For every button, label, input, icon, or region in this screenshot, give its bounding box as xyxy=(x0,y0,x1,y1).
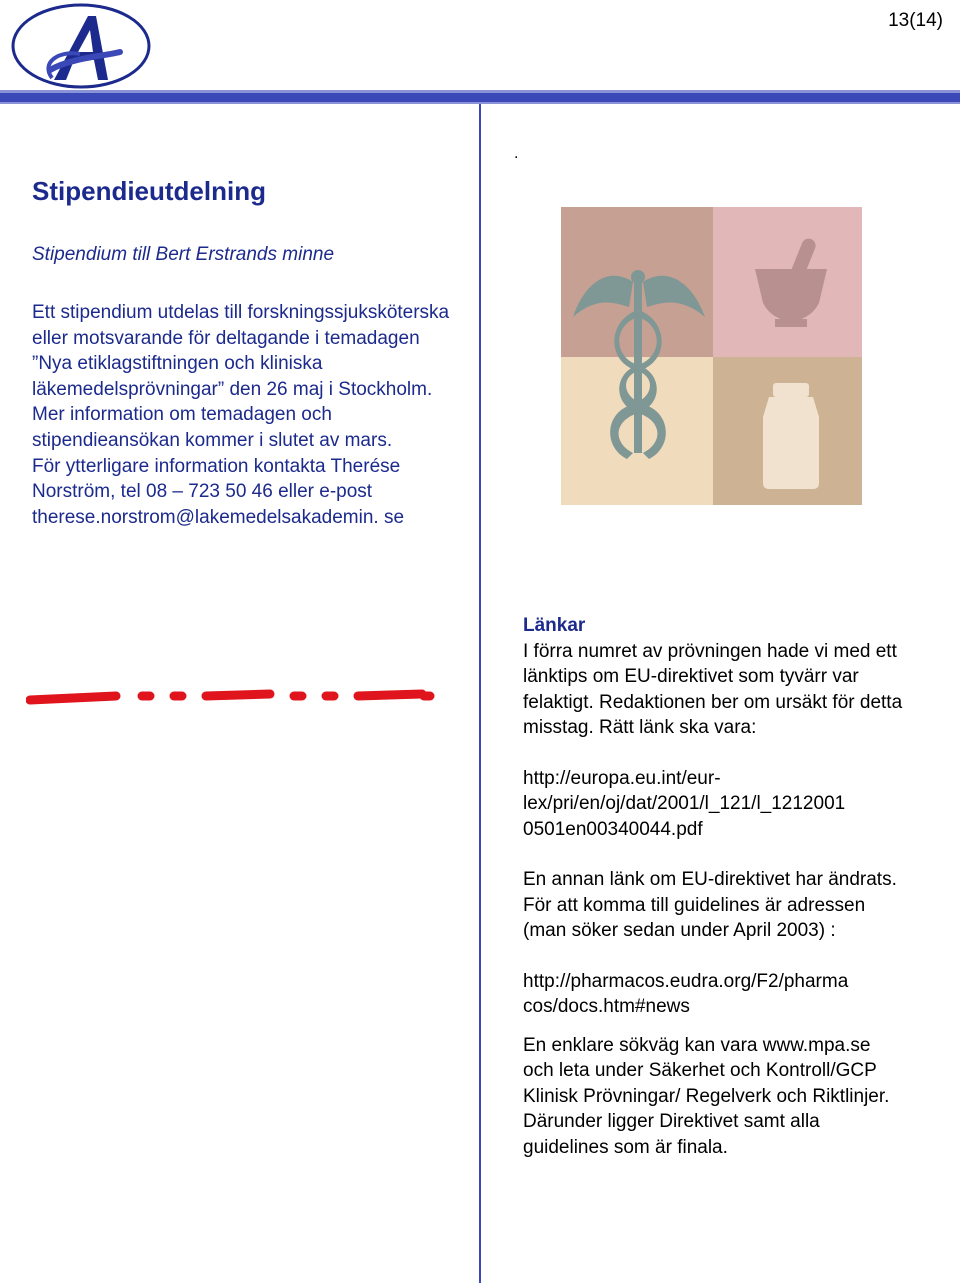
eu-directive-link-line: http://europa.eu.int/eur- xyxy=(523,767,721,789)
header-rule xyxy=(0,90,960,104)
scholarship-heading: Stipendieutdelning xyxy=(32,176,266,206)
scholarship-subtitle: Stipendium till Bert Erstrands minne xyxy=(32,244,335,265)
eu-directive-link[interactable] xyxy=(523,766,903,843)
eu-directive-link-line: lex/pri/en/oj/dat/2001/l_121/l_1212001 xyxy=(523,793,846,814)
pharmacy-artwork xyxy=(561,207,862,505)
eu-directive-link-line: 0501en00340044.pdf xyxy=(523,818,703,840)
correction-notice: I förra numret av prövningen hade vi med ett länktips om EU-direktivet som tyvärr var felaktigt. Redaktionen ber om ursäkt för detta misstag. Rätt länk ska vara: xyxy=(523,640,903,738)
stray-mark: . xyxy=(514,145,519,162)
scholarship-contact: För ytterligare information kontakta Therése Norström, tel 08 – 723 50 46 eller e-post therese.norstrom@lakemedelsakademin. se xyxy=(32,455,405,528)
left-column xyxy=(32,172,457,530)
links-heading: Länkar xyxy=(523,615,586,636)
guidelines-notice: En annan länk om EU-direktivet har ändrats. För att komma till guidelines är adressen (man söker sedan under April 2003) : xyxy=(523,869,897,941)
pharmacos-link-line: cos/docs.htm#news xyxy=(523,996,690,1017)
logo-letter-a-icon xyxy=(48,16,120,80)
medicine-jar-icon xyxy=(763,383,819,489)
mpa-search-tip: En enklare sökväg kan vara www.mpa.se och leta under Säkerhet och Kontroll/GCP Klinisk Prövningar/ Regelverk och Riktlinjer. Därunder ligger Direktivet samt alla guidelines som är finala. xyxy=(523,1034,890,1158)
pharmacos-link[interactable] xyxy=(523,969,903,1020)
academy-logo xyxy=(10,2,152,90)
scholarship-paragraph: Ett stipendium utdelas till forskningssjuksköterska eller motsvarande för deltagande i temadagen ”Nya etiklagstiftningen och kliniska läkemedelsprövningar” den 26 maj i Stockholm. xyxy=(32,302,450,400)
scholarship-paragraph: Mer information om temadagen och stipendieansökan kommer i slutet av mars. xyxy=(32,404,393,451)
scholarship-body xyxy=(32,300,457,530)
pharmacos-link-line: http://pharmacos.eudra.org/F2/pharma xyxy=(523,970,849,992)
page-number: 13(14) xyxy=(888,10,943,31)
column-divider xyxy=(479,104,481,1283)
red-dash-separator xyxy=(26,686,436,710)
right-column xyxy=(523,613,903,1160)
